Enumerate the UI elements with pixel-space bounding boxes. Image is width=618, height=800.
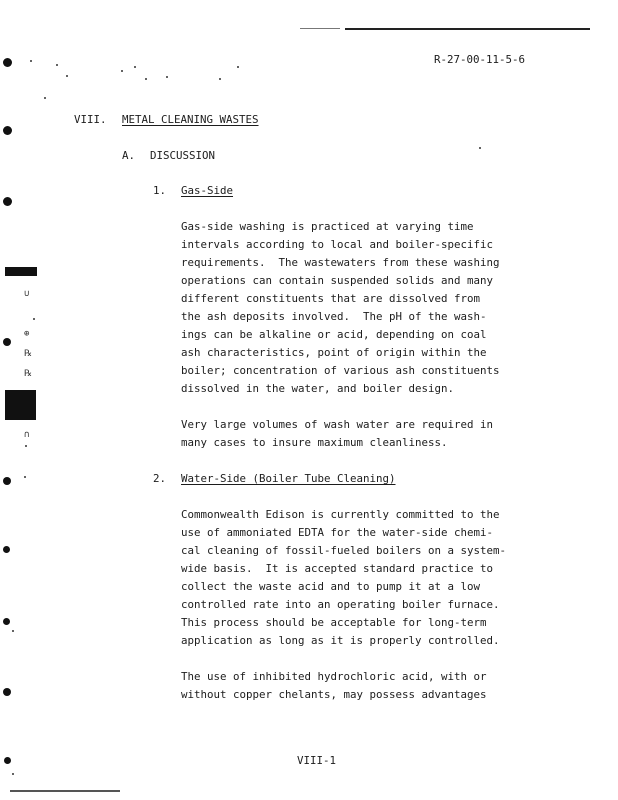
scan-speck [66,75,68,77]
scan-speck [30,60,32,62]
scan-speck [44,97,46,99]
text-line: cal cleaning of fossil-fueled boilers on a system- [181,544,507,557]
scan-speck [12,773,14,775]
scan-smudge: ∪ [24,289,30,299]
text-line: application as long as it is properly controlled. [181,634,500,647]
scan-rule-line [300,28,340,29]
text-line: Very large volumes of wash water are required in [181,418,494,431]
scan-smudge: ℞ [24,369,33,379]
scan-speck [479,147,481,149]
paragraph [181,218,531,398]
scan-speck [24,476,26,478]
paragraph [181,416,531,452]
text-line: operations can contain suspended solids and many [181,274,494,287]
scan-speck [237,66,239,68]
text-line: This process should be acceptable for long-term [181,616,487,629]
text-line: wide basis. It is accepted standard practice to [181,562,494,575]
text-line: ings can be alkaline or acid, depending on coal [181,328,487,341]
text-line: dissolved in the water, and boiler design. [181,382,455,395]
scan-dark-bar [5,267,37,276]
subsection-letter: A. [122,149,136,162]
text-line: many cases to insure maximum cleanliness. [181,436,448,449]
document-id: R-27-00-11-5-6 [434,53,526,66]
scan-speck [219,78,221,80]
text-line: use of ammoniated EDTA for the water-side chemi- [181,526,494,539]
binder-hole-mark [3,126,12,135]
scan-smudge: ∩ [24,430,30,440]
scan-speck [166,76,168,78]
binder-hole-mark [3,477,11,485]
text-line: intervals according to local and boiler-specific [181,238,494,251]
section-number: VIII. [74,113,107,126]
subsection-title: DISCUSSION [150,149,216,162]
text-line: The use of inhibited hydrochloric acid, with or [181,670,487,683]
scan-dark-bar [10,790,120,792]
paragraph [181,668,531,704]
scan-speck [12,630,14,632]
scan-speck [25,445,27,447]
text-line: boiler; concentration of various ash constituents [181,364,500,377]
text-line: different constituents that are dissolved from [181,292,481,305]
scan-speck [145,78,147,80]
scan-speck [121,70,123,72]
scan-speck [33,318,35,320]
item-title: Gas-Side [181,184,234,197]
scan-dark-block [5,390,36,420]
scan-smudge: ℞ [24,349,33,359]
item-number: 2. [153,472,167,485]
item-number: 1. [153,184,167,197]
text-line: requirements. The wastewaters from these washing [181,256,500,269]
text-line: Gas-side washing is practiced at varying time [181,220,474,233]
binder-hole-mark [3,58,12,67]
binder-hole-mark [4,757,11,764]
item-title: Water-Side (Boiler Tube Cleaning) [181,472,396,485]
text-line: Commonwealth Edison is currently committed to the [181,508,500,521]
scan-speck [56,64,58,66]
binder-hole-mark [3,546,10,553]
scan-rule-line [345,28,590,30]
paragraph [181,506,531,650]
scan-smudge: ⊕ [24,329,30,339]
binder-hole-mark [3,618,10,625]
binder-hole-mark [3,338,11,346]
text-line: collect the waste acid and to pump it at a low [181,580,481,593]
page-number: VIII-1 [297,754,337,767]
scan-speck [134,66,136,68]
section-title: METAL CLEANING WASTES [122,113,259,126]
text-line: the ash deposits involved. The pH of the wash- [181,310,487,323]
text-line: ash characteristics, point of origin within the [181,346,487,359]
binder-hole-mark [3,688,11,696]
binder-hole-mark [3,197,12,206]
text-line: controlled rate into an operating boiler furnace. [181,598,500,611]
text-line: without copper chelants, may possess advantages [181,688,487,701]
